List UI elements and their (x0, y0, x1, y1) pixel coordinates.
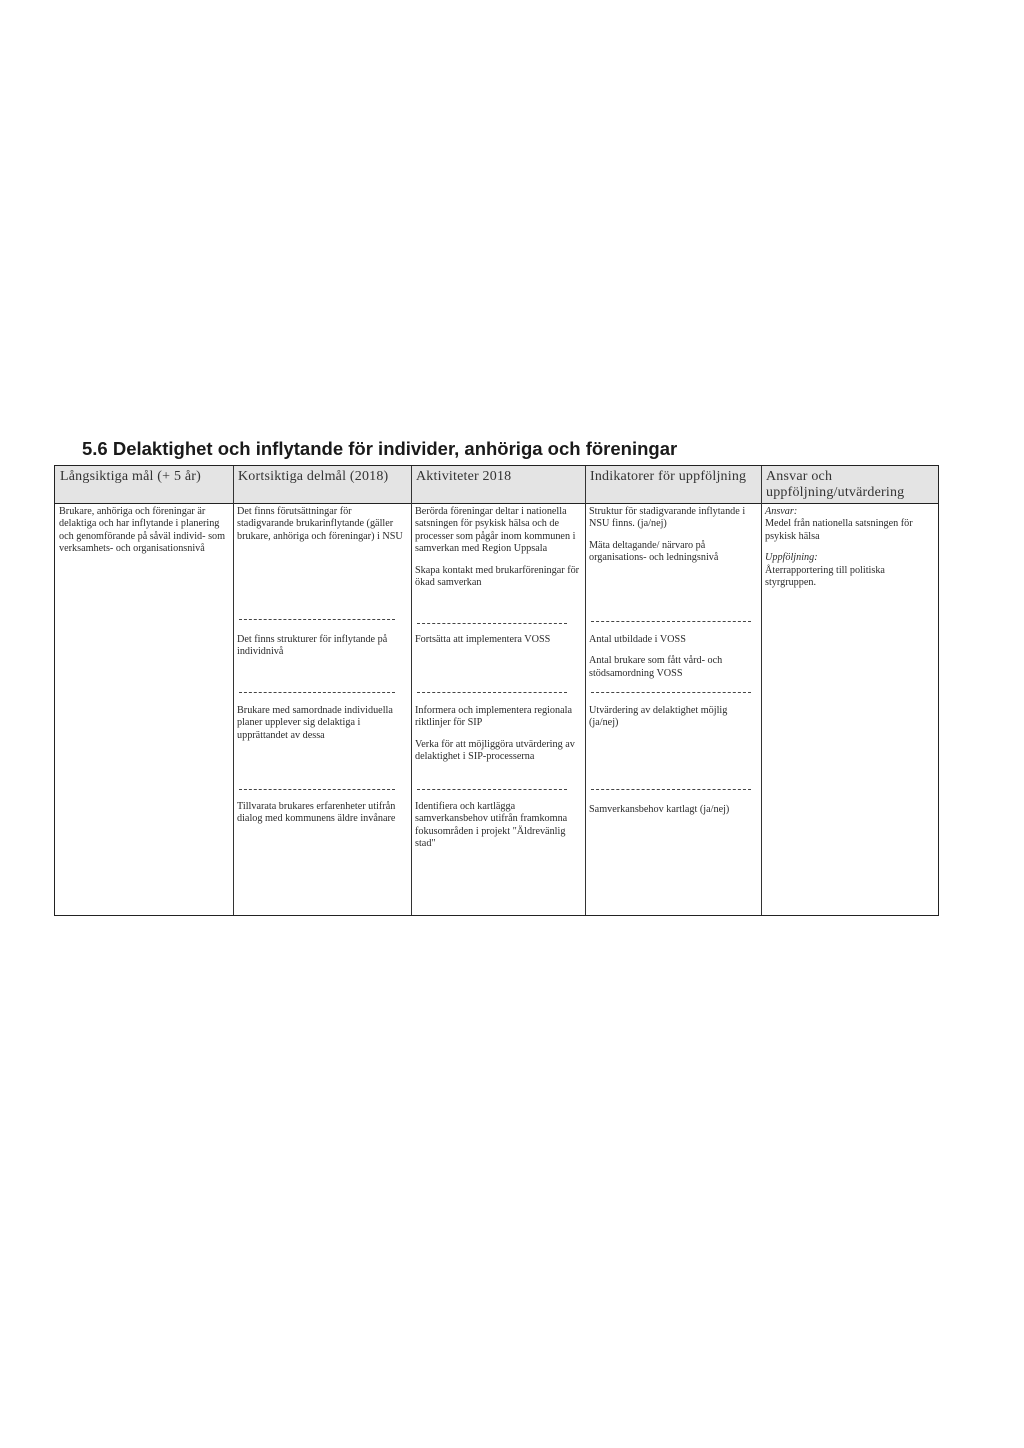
row-separator (239, 789, 395, 790)
activity-text: Verka för att möjliggöra utvärdering av delaktighet i SIP-processerna (415, 738, 575, 763)
plan-table (54, 465, 939, 916)
table-header-row (55, 466, 938, 504)
indicator-cell (585, 634, 761, 680)
row-separator (591, 789, 751, 790)
indicator-cell (585, 804, 761, 816)
header-activities: Aktiviteter 2018 (416, 469, 512, 484)
activity-text: Skapa kontakt med brukarföreningar för ökad samverkan (415, 564, 580, 589)
short-term-goal-text: Brukare med samordnade individuella planer upplever sig delaktiga i upprättandet av dessa (237, 705, 393, 741)
indicator-text: Antal brukare som fått vård- och stödsamordning VOSS (589, 655, 723, 679)
row-separator (417, 623, 567, 624)
header-short-term-goals: Kortsiktiga delmål (2018) (238, 469, 389, 484)
short-term-goal-text: Tillvarata brukares erfarenheter utifrån dialog med kommunens äldre invånare (237, 801, 396, 825)
header-long-term-goals: Långsiktiga mål (+ 5 år) (60, 469, 201, 484)
indicator-cell (585, 705, 761, 730)
short-term-goal-cell (233, 634, 411, 659)
row-separator (239, 619, 395, 620)
header-responsibility: Ansvar och uppföljning/utvärdering (766, 469, 905, 500)
short-term-goal-cell (233, 506, 411, 543)
activity-text: Informera och implementera regionala riktlinjer för SIP (415, 705, 572, 729)
row-separator (591, 692, 751, 693)
long-term-goal-cell (55, 506, 233, 556)
short-term-goal-cell (233, 705, 411, 742)
indicator-text: Samverkansbehov kartlagt (ja/nej) (589, 804, 730, 815)
indicator-cell (585, 506, 761, 565)
uppfoljning-label: Uppföljning: (765, 552, 818, 564)
indicator-text: Utvärdering av delaktighet möjlig (ja/nej) (589, 705, 728, 729)
row-separator (417, 692, 567, 693)
row-separator (591, 621, 751, 622)
ansvar-text: Medel från nationella satsningen för psykisk hälsa (765, 518, 913, 542)
short-term-goal-cell (233, 801, 411, 826)
activity-text: Fortsätta att implementera VOSS (415, 634, 551, 645)
indicator-text: Mäta deltagande/ närvaro på organisations- och ledningsnivå (589, 539, 719, 564)
activity-cell (411, 705, 585, 764)
uppfoljning-text: Återrapportering till politiska styrgruppen. (765, 564, 885, 589)
ansvar-label: Ansvar: (765, 506, 798, 517)
activity-cell (411, 634, 585, 646)
short-term-goal-text: Det finns strukturer för inflytande på individnivå (237, 634, 388, 658)
activity-cell (411, 801, 585, 851)
indicator-text: Struktur för stadigvarande inflytande i NSU finns. (ja/nej) (589, 506, 746, 530)
short-term-goal-text: Det finns förutsättningar för stadigvarande brukarinflytande (gäller brukare, anhöriga och föreningar) i NSU (237, 506, 403, 542)
activity-cell (411, 506, 585, 589)
activity-text: Berörda föreningar deltar i nationella satsningen för psykisk hälsa och de processer som pågår inom kommunen i samverkan med Region Uppsala (415, 506, 576, 555)
activity-text: Identifiera och kartlägga samverkansbehov utifrån framkomna fokusområden i projekt "Äldrevänlig stad" (415, 801, 568, 850)
row-separator (239, 692, 395, 693)
header-indicators: Indikatorer för uppföljning (590, 469, 747, 484)
row-separator (417, 789, 567, 790)
responsibility-cell (761, 506, 939, 589)
indicator-text: Antal utbildade i VOSS (589, 634, 686, 645)
long-term-goal-text: Brukare, anhöriga och föreningar är delaktiga och har inflytande i planering och genomförande på såväl individ- som verksamhets- och organisationsnivå (59, 506, 226, 555)
section-title: 5.6 Delaktighet och inflytande för individer, anhöriga och föreningar (82, 438, 678, 459)
